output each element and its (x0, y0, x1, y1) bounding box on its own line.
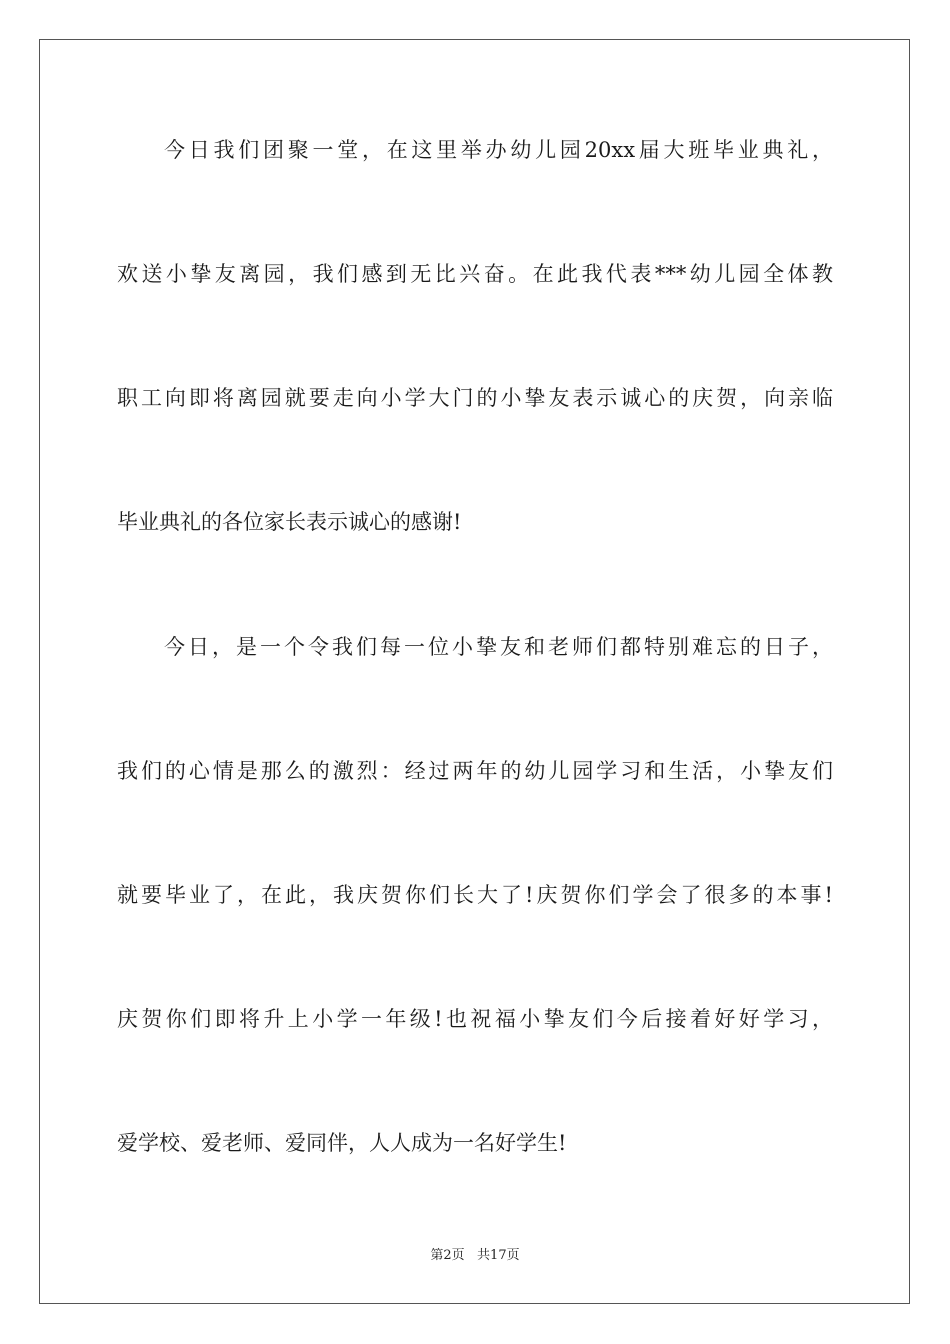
page-number-footer: 第2页 共17页 (430, 1248, 520, 1263)
paragraph-1-line-2: 欢送小挚友离园，我们感到无比兴奋。在此我代表***幼儿园全体教 (117, 262, 833, 286)
paragraph-2-line-3: 就要毕业了，在此，我庆贺你们长大了!庆贺你们学会了很多的本事! (117, 883, 833, 907)
paragraph-2-line-5: 爱学校、爱老师、爱同伴，人人成为一名好学生! (117, 1131, 567, 1155)
paragraph-1-line-3: 职工向即将离园就要走向小学大门的小挚友表示诚心的庆贺，向亲临 (117, 386, 833, 410)
page-border (39, 39, 910, 1304)
paragraph-1-line-4: 毕业典礼的各位家长表示诚心的感谢! (117, 510, 462, 534)
paragraph-2-line-1: 今日，是一个令我们每一位小挚友和老师们都特别难忘的日子， (164, 635, 833, 659)
paragraph-2-line-4: 庆贺你们即将升上小学一年级!也祝福小挚友们今后接着好好学习， (117, 1007, 833, 1031)
paragraph-1-line-1: 今日我们团聚一堂，在这里举办幼儿园20xx届大班毕业典礼， (164, 138, 833, 162)
paragraph-2-line-2: 我们的心情是那么的激烈：经过两年的幼儿园学习和生活，小挚友们 (117, 759, 833, 783)
